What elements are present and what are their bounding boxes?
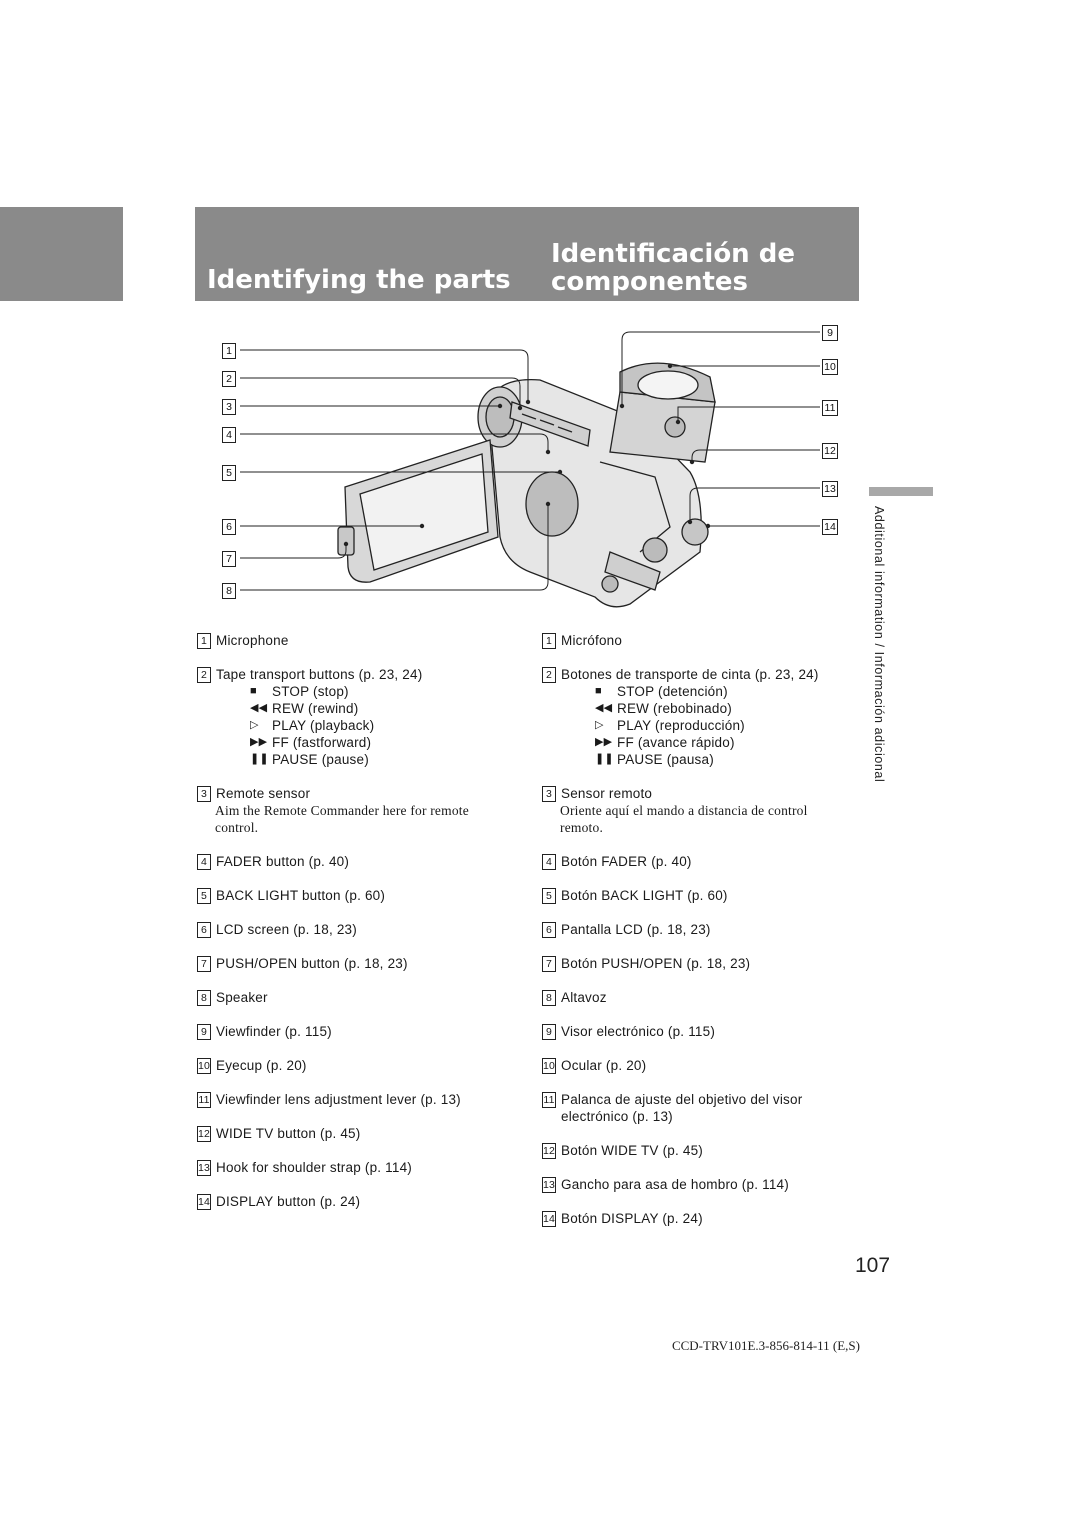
item-number: 14 — [198, 1196, 211, 1208]
list-item — [197, 1023, 515, 1040]
item-label: Tape transport buttons (p. 23, 24) — [216, 667, 423, 682]
list-item — [542, 1091, 852, 1125]
list-item — [542, 1057, 852, 1074]
item-number: 11 — [543, 1094, 555, 1106]
item-label: Visor electrónico (p. 115) — [561, 1024, 716, 1039]
item-number: 3 — [197, 786, 211, 802]
item-number: 8 — [542, 990, 556, 1006]
item-number: 9 — [542, 1024, 556, 1040]
list-item — [542, 1176, 852, 1193]
item-number: 4 — [542, 854, 556, 870]
callout-14: 14 — [822, 519, 838, 535]
sub-item-label: PLAY (reproducción) — [617, 718, 745, 733]
list-item — [542, 955, 852, 972]
item-number: 6 — [197, 922, 211, 938]
play-icon: ▷ — [595, 719, 604, 731]
item-number: 2 — [542, 667, 556, 683]
sub-list — [216, 683, 515, 768]
item-label: Botón DISPLAY (p. 24) — [561, 1211, 703, 1226]
sub-item-label: REW (rebobinado) — [617, 701, 732, 716]
list-item — [197, 887, 515, 904]
title-english: Identifying the parts — [207, 265, 511, 295]
side-tab-block — [0, 207, 123, 301]
list-item — [197, 1193, 515, 1210]
section-tab-marker — [869, 487, 933, 496]
item-number: 13 — [198, 1162, 211, 1174]
list-item — [542, 989, 852, 1006]
sub-item — [250, 683, 515, 700]
sub-item-label: PAUSE (pause) — [272, 752, 369, 767]
item-label: Sensor remoto — [561, 786, 653, 801]
item-label: BACK LIGHT button (p. 60) — [216, 888, 386, 903]
list-item — [542, 1142, 852, 1159]
sub-item — [250, 734, 515, 751]
callout-3: 3 — [222, 399, 236, 415]
callout-13: 13 — [822, 481, 838, 497]
callout-11: 11 — [822, 400, 838, 416]
sub-item — [595, 683, 852, 700]
page-number: 107 — [855, 1254, 891, 1277]
item-number: 5 — [197, 888, 211, 904]
sub-item-label: STOP (detención) — [617, 684, 728, 699]
play-icon: ▷ — [250, 719, 259, 731]
list-item — [197, 632, 515, 649]
list-item — [542, 785, 852, 836]
item-label: Micrófono — [561, 633, 623, 648]
sub-item-label: PAUSE (pausa) — [617, 752, 714, 767]
callout-7: 7 — [222, 551, 236, 567]
item-number: 8 — [197, 990, 211, 1006]
callout-8: 8 — [222, 583, 236, 599]
item-label: Speaker — [216, 990, 268, 1005]
rewind-icon: ◀◀ — [595, 702, 613, 714]
list-item — [197, 785, 515, 836]
callout-1: 1 — [222, 343, 236, 359]
item-number: 12 — [543, 1145, 556, 1157]
fast-forward-icon: ▶▶ — [595, 736, 613, 748]
stop-icon: ■ — [250, 685, 257, 697]
item-label: Ocular (p. 20) — [561, 1058, 647, 1073]
item-label: Viewfinder (p. 115) — [216, 1024, 332, 1039]
item-label: Hook for shoulder strap (p. 114) — [216, 1160, 412, 1175]
item-label: FADER button (p. 40) — [216, 854, 350, 869]
list-item — [542, 853, 852, 870]
list-item — [542, 1023, 852, 1040]
item-number: 10 — [198, 1060, 211, 1072]
parts-list-spanish — [542, 632, 852, 1244]
item-label: Botón PUSH/OPEN (p. 18, 23) — [561, 956, 751, 971]
sub-item — [250, 751, 515, 768]
list-item — [197, 666, 515, 768]
sub-item — [250, 700, 515, 717]
list-item — [542, 1210, 852, 1227]
callout-12: 12 — [822, 443, 838, 459]
pause-icon: ❚❚ — [595, 753, 614, 765]
callout-10: 10 — [822, 359, 838, 375]
list-item — [542, 887, 852, 904]
list-item — [197, 1125, 515, 1142]
callout-2: 2 — [222, 371, 236, 387]
item-label: Eyecup (p. 20) — [216, 1058, 307, 1073]
item-number: 7 — [197, 956, 211, 972]
item-number: 1 — [197, 633, 211, 649]
item-number: 3 — [542, 786, 556, 802]
sub-list — [561, 683, 852, 768]
item-number: 1 — [542, 633, 556, 649]
list-item — [542, 666, 852, 768]
item-number: 14 — [543, 1213, 556, 1225]
sub-item — [595, 734, 852, 751]
item-label: Gancho para asa de hombro (p. 114) — [561, 1177, 789, 1192]
fast-forward-icon: ▶▶ — [250, 736, 268, 748]
parts-list-english — [197, 632, 515, 1227]
item-number: 5 — [542, 888, 556, 904]
title-spanish: Identificación de componentes — [551, 239, 795, 297]
item-label: WIDE TV button (p. 45) — [216, 1126, 361, 1141]
item-label: Remote sensor — [216, 786, 311, 801]
sub-item-label: FF (fastforward) — [272, 735, 372, 750]
item-label: Palanca de ajuste del objetivo del visor electrónico (p. 13) — [561, 1092, 803, 1124]
item-label: LCD screen (p. 18, 23) — [216, 922, 357, 937]
camcorder-diagram — [200, 322, 850, 627]
list-item — [197, 1091, 515, 1108]
item-label: Viewfinder lens adjustment lever (p. 13) — [216, 1092, 461, 1107]
item-number: 11 — [198, 1094, 210, 1106]
sub-item-label: FF (avance rápido) — [617, 735, 735, 750]
stop-icon: ■ — [595, 685, 602, 697]
item-label: Microphone — [216, 633, 289, 648]
list-item — [197, 853, 515, 870]
sub-item — [595, 751, 852, 768]
side-section-label: Additional information / Información adicional — [872, 506, 886, 783]
list-item — [542, 921, 852, 938]
callout-6: 6 — [222, 519, 236, 535]
item-number: 10 — [543, 1060, 556, 1072]
sub-item — [250, 717, 515, 734]
list-item — [197, 989, 515, 1006]
list-item — [197, 1057, 515, 1074]
item-label: Botón BACK LIGHT (p. 60) — [561, 888, 728, 903]
item-number: 7 — [542, 956, 556, 972]
item-label: Botón FADER (p. 40) — [561, 854, 692, 869]
rewind-icon: ◀◀ — [250, 702, 268, 714]
sub-item-label: REW (rewind) — [272, 701, 359, 716]
item-number: 6 — [542, 922, 556, 938]
item-label: PUSH/OPEN button (p. 18, 23) — [216, 956, 408, 971]
sub-item — [595, 700, 852, 717]
sub-item — [595, 717, 852, 734]
item-number: 2 — [197, 667, 211, 683]
footer-code: CCD-TRV101E.3-856-814-11 (E,S) — [671, 1338, 860, 1353]
item-number: 4 — [197, 854, 211, 870]
callout-5: 5 — [222, 465, 236, 481]
item-label: Botón WIDE TV (p. 45) — [561, 1143, 704, 1158]
callout-9: 9 — [822, 325, 838, 341]
item-description: Oriente aquí el mando a distancia de control remoto. — [560, 803, 808, 835]
item-label: Pantalla LCD (p. 18, 23) — [561, 922, 711, 937]
item-label: Altavoz — [561, 990, 607, 1005]
list-item — [197, 1159, 515, 1176]
pause-icon: ❚❚ — [250, 753, 269, 765]
item-number: 9 — [197, 1024, 211, 1040]
item-number: 12 — [198, 1128, 211, 1140]
list-item — [542, 632, 852, 649]
list-item — [197, 955, 515, 972]
item-number: 13 — [543, 1179, 556, 1191]
sub-item-label: STOP (stop) — [272, 684, 349, 699]
item-label: DISPLAY button (p. 24) — [216, 1194, 361, 1209]
list-item — [197, 921, 515, 938]
item-label: Botones de transporte de cinta (p. 23, 24) — [561, 667, 819, 682]
sub-item-label: PLAY (playback) — [272, 718, 375, 733]
camcorder-illustration — [200, 322, 850, 622]
item-description: Aim the Remote Commander here for remote control. — [215, 803, 469, 835]
callout-4: 4 — [222, 427, 236, 443]
